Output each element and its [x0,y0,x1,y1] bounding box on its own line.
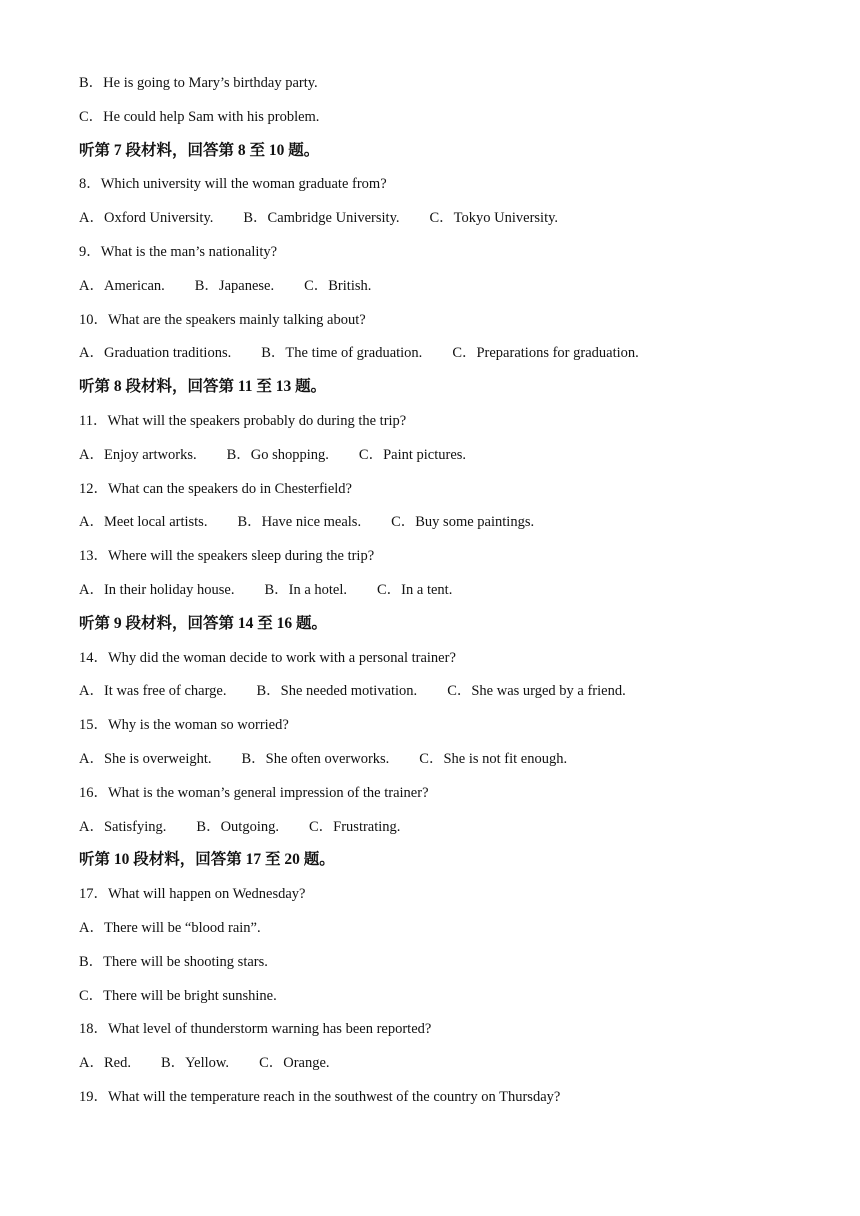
option-item: B．She often overworks. [241,751,390,767]
options-row [79,209,558,227]
option-item: B．Have nice meals. [237,514,362,531]
question-line: 12．What can the speakers do in Chesterfield? [79,480,352,497]
section-heading: 听第 10 段材料，回答第 17 至 20 题。 [79,851,335,869]
option-item: A．American. [79,277,165,294]
options-row [79,581,452,599]
option-item: B．Outgoing. [196,818,279,835]
option-item: B．In a hotel. [264,582,348,598]
question-line: 10．What are the speakers mainly talking about? [79,311,366,328]
section-heading: 听第 7 段材料，回答第 8 至 10 题。 [79,141,320,159]
options-row [79,344,639,362]
option-item: B．The time of graduation. [261,345,423,362]
option-item: A．Meet local artists. [79,514,208,531]
option-item: B．Yellow. [160,1055,230,1072]
question-line: 11．What will the speakers probably do during the trip? [79,413,407,429]
option-item: B．Cambridge University. [243,210,400,227]
question-line: 15．Why is the woman so worried? [79,717,289,734]
question-line: 9．What is the man’s nationality? [79,244,278,260]
options-row [79,277,371,295]
question-line: 14．Why did the woman decide to work with a personal trainer? [79,649,456,666]
option-item: C．She was urged by a friend. [447,683,626,700]
option-item: B．Go shopping. [226,446,329,463]
option-item: A．Oxford University. [79,210,214,227]
section-heading: 听第 9 段材料，回答第 14 至 16 题。 [79,614,328,632]
option-item: C．Preparations for graduation. [452,345,639,362]
option-item: C．British. [304,277,372,294]
section-heading: 听第 8 段材料，回答第 11 至 13 题。 [79,378,327,396]
option-item: A．She is overweight. [79,751,212,767]
option-item: A．Satisfying. [79,818,167,835]
options-row [79,513,534,531]
question-line: 19．What will the temperature reach in the southwest of the country on Thursday? [79,1089,561,1105]
option-item: C．She is not fit enough. [419,751,568,767]
option-item: C．In a tent. [377,582,453,598]
options-row [79,1054,330,1072]
option-item: C．Tokyo University. [429,210,559,227]
option-item: A．It was free of charge. [79,683,227,700]
options-row [79,682,626,700]
question-line: 17．What will happen on Wednesday? [79,886,306,903]
question-line: 13．Where will the speakers sleep during the trip? [79,548,375,565]
option-item: C．Frustrating. [308,818,401,835]
options-row [79,446,466,464]
option-item: A．Red. [79,1055,131,1072]
option-item: C．Buy some paintings. [391,514,535,531]
option-item: C．Paint pictures. [358,446,467,463]
options-row [79,818,400,836]
question-line: C．There will be bright sunshine. [79,987,277,1004]
question-line: B．He is going to Mary’s birthday party. [79,75,318,91]
question-line: A．There will be “blood rain”. [79,920,261,936]
options-row [79,750,567,768]
option-item: A．Enjoy artworks. [79,446,197,463]
option-item: A．Graduation traditions. [79,345,232,362]
question-line: C．He could help Sam with his problem. [79,108,320,125]
option-item: B．She needed motivation. [256,683,418,700]
option-item: A．In their holiday house. [79,582,235,598]
option-item: B．Japanese. [194,277,275,294]
question-line: 18．What level of thunderstorm warning has been reported? [79,1021,432,1038]
question-line: 16．What is the woman’s general impression of the trainer? [79,784,429,801]
question-line: B．There will be shooting stars. [79,953,268,970]
question-line: 8．Which university will the woman graduate from? [79,176,387,193]
option-item: C．Orange. [259,1055,330,1072]
